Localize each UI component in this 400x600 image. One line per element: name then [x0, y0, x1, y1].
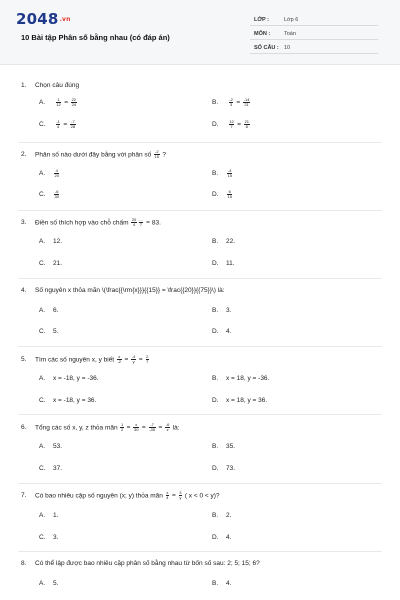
divider	[18, 210, 382, 211]
fraction: $\frac{21}{8}$	[244, 119, 250, 130]
fraction: $\frac{20}{4}$	[131, 217, 137, 228]
fraction: $\frac{-7}{28}$	[70, 119, 76, 130]
option-a[interactable]: A. 6.	[39, 307, 59, 314]
option-a[interactable]: A. 5.	[39, 580, 59, 587]
question-text: 1. Chọn câu đúng	[21, 82, 80, 89]
question-text: 8. Có thể lập được bao nhiêu cặp phân số bằng nhau từ bốn số sau: 2; 5; 15; 6?	[21, 560, 260, 567]
site-logo[interactable]: $2048^{.vn}$	[16, 10, 71, 28]
question-text: 4. Số nguyên x thỏa mãn \(\frac{{\rm{x}}}{{15}} = \frac{{20}}{{75}}\) là:	[21, 287, 225, 294]
divider	[18, 551, 382, 552]
option-b[interactable]: B. 35.	[212, 443, 236, 450]
meta-grade: LỚP : Lớp 6	[250, 15, 378, 26]
fraction: $\frac{-7}{-35}$	[149, 422, 155, 433]
option-d[interactable]: D. $\frac{6}{15}$	[212, 189, 232, 200]
option-c[interactable]: C. 21.	[39, 260, 63, 267]
fraction: $\frac{1}{12}$	[56, 97, 61, 108]
option-a[interactable]: A. $\frac{1}{12}$ = $\frac{22}{24}$	[39, 97, 77, 108]
option-b[interactable]: B. 2.	[212, 512, 232, 519]
option-b[interactable]: B. 4.	[212, 580, 232, 587]
fraction: $\frac{-4}{y}$	[131, 354, 136, 365]
fraction: $\frac{4}{20}$	[54, 168, 59, 179]
meta-count: SỐ CÂU : 10	[250, 43, 378, 54]
divider	[18, 142, 382, 143]
option-b[interactable]: B. $\frac{-2}{3}$ = $\frac{-14}{21}$	[212, 97, 250, 108]
option-b[interactable]: B. 22.	[212, 238, 236, 245]
divider	[18, 346, 382, 347]
question-text: 2. Phân số nào dưới đây bằng với phân số $\frac{-2}{15}$ ?	[21, 149, 166, 160]
header	[0, 0, 400, 65]
fraction: $\frac{-6}{30}$	[54, 189, 59, 200]
option-b[interactable]: B. 3.	[212, 307, 232, 314]
option-c[interactable]: C. $\frac{-1}{4}$ = $\frac{-7}{28}$	[39, 119, 76, 130]
meta-subject: MÔN : Toán	[250, 29, 378, 40]
option-d[interactable]: D. 4.	[212, 328, 232, 335]
option-d[interactable]: D. $\frac{12}{7}$ = $\frac{21}{8}$	[212, 119, 250, 130]
option-d[interactable]: D. 4.	[212, 534, 232, 541]
fraction: $\frac{12}{7}$	[229, 119, 234, 130]
fraction: $\frac{-2}{15}$	[154, 149, 159, 160]
fraction: $\frac{1}{2}$	[120, 422, 124, 433]
option-a[interactable]: A. $\frac{4}{20}$	[39, 168, 59, 179]
fraction: $\frac{...}{7}$	[139, 217, 143, 228]
option-a[interactable]: A. 12.	[39, 238, 63, 245]
option-d[interactable]: D. 11.	[212, 260, 235, 267]
fraction: $\frac{x}{-2}$	[117, 354, 121, 365]
option-d[interactable]: D. 73.	[212, 465, 236, 472]
question-text: 7. Có bao nhiêu cặp số nguyên (x; y) thỏa mãn $\frac{x}{4}$ = $\frac{3}{y}$ ( x < 0 < y)?	[21, 490, 220, 501]
fraction: $\frac{3}{y}$	[179, 490, 182, 501]
question-text: 3. Điền số thích hợp vào chỗ chấm $\frac{20}{4}$ $\frac{...}{7}$ = 83.	[21, 217, 161, 228]
option-b[interactable]: B. $\frac{-4}{15}$	[212, 168, 232, 179]
divider	[18, 483, 382, 484]
question-text: 5. Tìm các số nguyên x, y biết $\frac{x}{-2}$ = $\frac{-4}{y}$ = $\frac{2}{7}$	[21, 354, 149, 365]
page-title: 10 Bài tập Phân số bằng nhau (có đáp án)	[21, 33, 170, 42]
divider	[18, 414, 382, 415]
fraction: $\frac{x}{30}$	[133, 422, 139, 433]
option-d[interactable]: D. x = 18, y = 36.	[212, 397, 268, 404]
fraction: $\frac{-4}{15}$	[227, 168, 232, 179]
fraction: $\frac{2}{7}$	[146, 354, 149, 365]
fraction: $\frac{22}{24}$	[71, 97, 77, 108]
question-text: 6. Tổng các số x, y, z thỏa mãn $\frac{1}{2}$ = $\frac{x}{30}$ = $\frac{-7}{-35}$ = $\frac{-6}{z}$ là:	[21, 422, 180, 433]
fraction: $\frac{-6}{z}$	[165, 422, 170, 433]
fraction: $\frac{-2}{3}$	[229, 97, 233, 108]
fraction: $\frac{-1}{4}$	[56, 119, 60, 130]
option-b[interactable]: B. x = 18, y = -36.	[212, 375, 270, 382]
option-c[interactable]: C. 5.	[39, 328, 59, 335]
option-c[interactable]: C. 3.	[39, 534, 59, 541]
fraction: $\frac{x}{4}$	[166, 490, 169, 501]
option-a[interactable]: A. x = -18, y = -36.	[39, 375, 99, 382]
divider	[18, 278, 382, 279]
fraction: $\frac{-14}{21}$	[243, 97, 250, 108]
option-a[interactable]: A. 1.	[39, 512, 59, 519]
option-c[interactable]: C. $\frac{-6}{30}$	[39, 189, 59, 200]
fraction: $\frac{6}{15}$	[227, 189, 232, 200]
option-c[interactable]: C. 37.	[39, 465, 63, 472]
option-a[interactable]: A. 53.	[39, 443, 63, 450]
option-c[interactable]: C. x = -18, y = 36.	[39, 397, 97, 404]
